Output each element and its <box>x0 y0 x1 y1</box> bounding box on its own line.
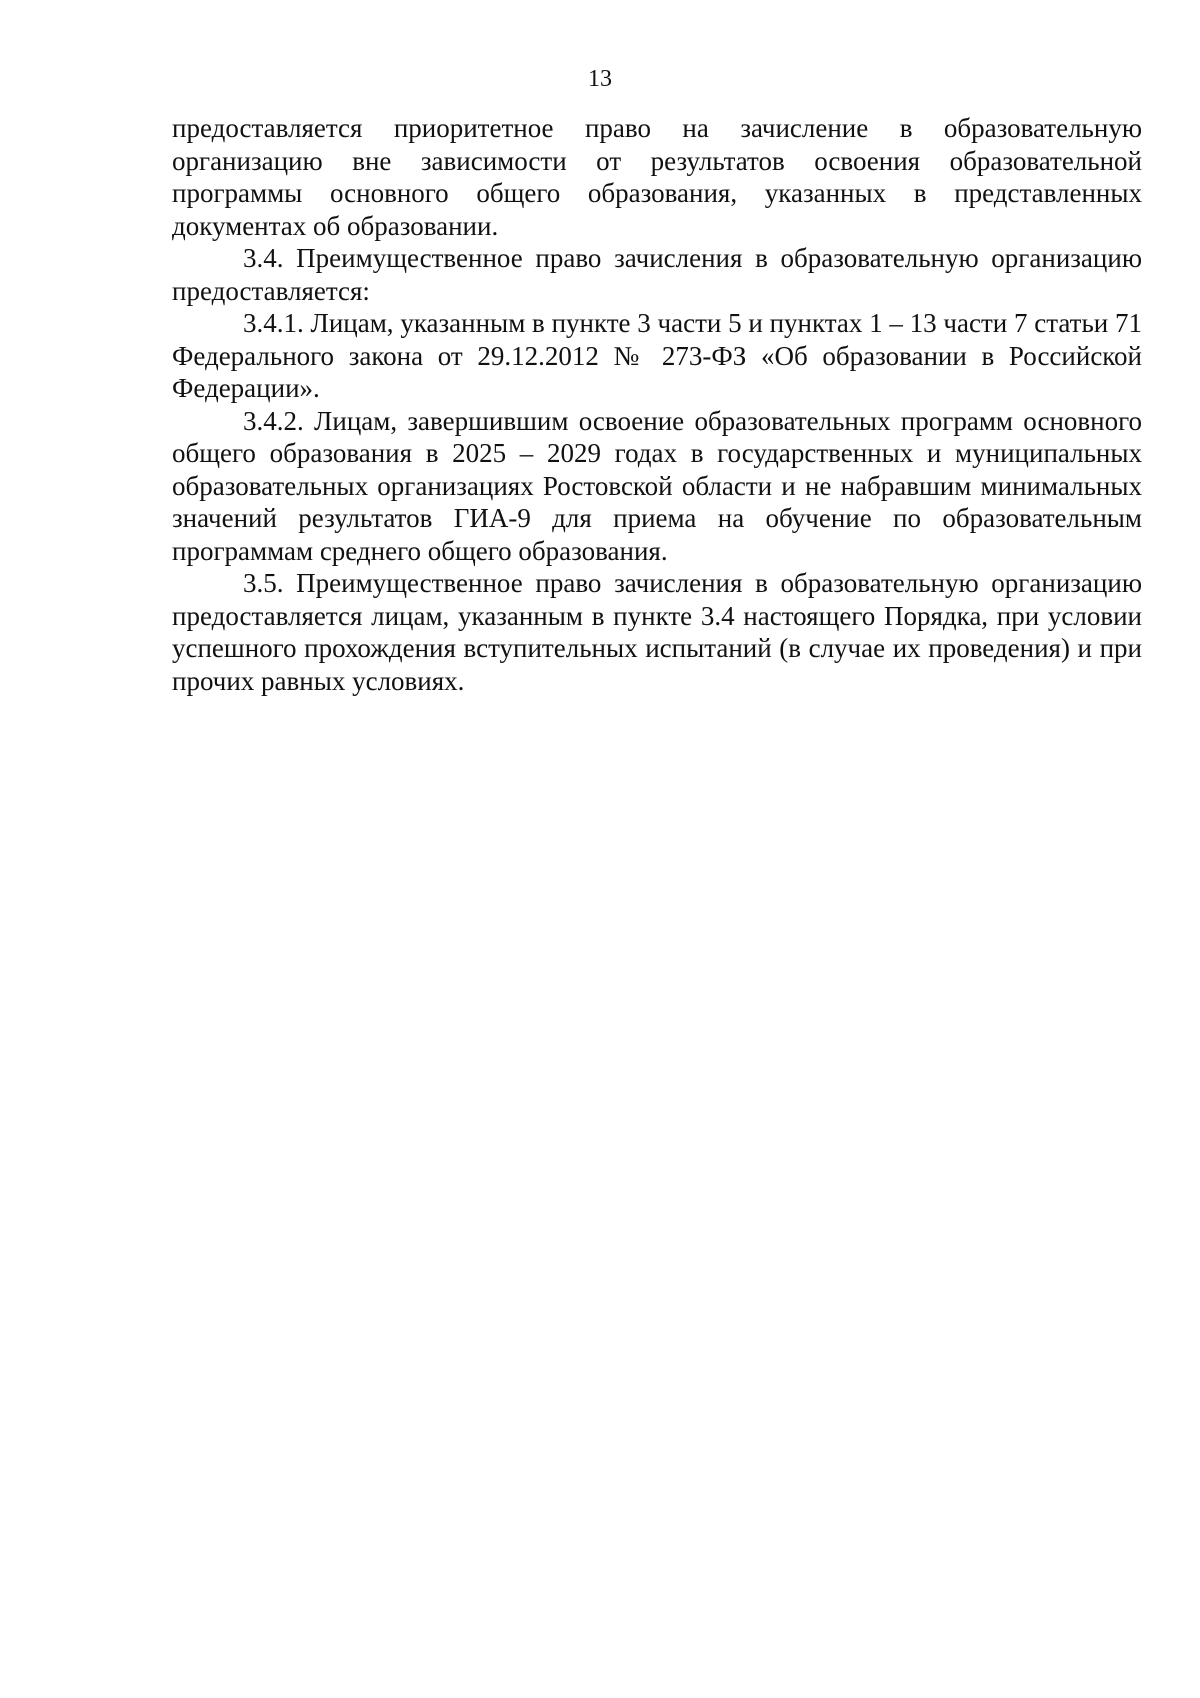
paragraph-clause-3-4-1: 3.4.1. Лицам, указанным в пункте 3 части 5 и пунктах 1 – 13 части 7 статьи 71 Федерального закона от 29.12.2012 № 273-ФЗ «Об образовании в Российской Федерации». <box>172 308 1142 403</box>
paragraph-clause-3-4: 3.4. Преимущественное право зачисления в образовательную организацию предоставляется: <box>172 243 1142 306</box>
document-body <box>172 112 1142 697</box>
paragraph-clause-3-4-2: 3.4.2. Лицам, завершившим освоение образовательных программ основного общего образования в 2025 – 2029 годах в государственных и муниципальных образовательных организациях Ростовской области и не набравшим минимальных значений результатов ГИА-9 для приема на обучение по образовательным программам среднего общего образования. <box>172 405 1142 566</box>
paragraph-continuation: предоставляется приоритетное право на зачисление в образовательную организацию вне зависимости от результатов освоения образовательной программы основного общего образования, указанных в представленных документах об образовании. <box>172 113 1142 241</box>
paragraph-clause-3-5: 3.5. Преимущественное право зачисления в образовательную организацию предоставляется лицам, указанным в пункте 3.4 настоящего Порядка, при условии успешного прохождения вступительных испытаний (в случае их проведения) и при прочих равных условиях. <box>172 568 1142 696</box>
page-number: 13 <box>588 66 612 92</box>
